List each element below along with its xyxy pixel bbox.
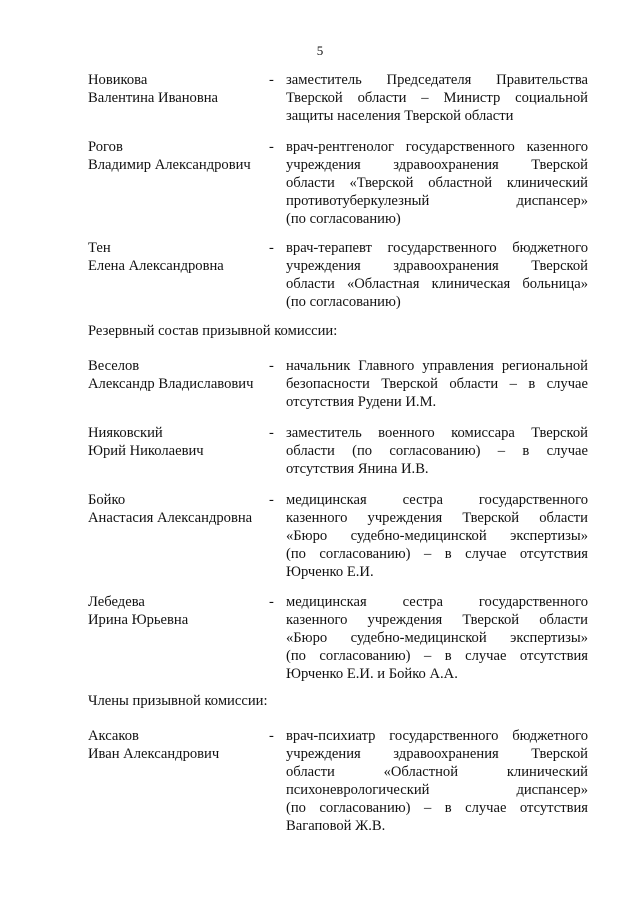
role-line: начальник Главного управления региональной (286, 358, 588, 374)
member-surname: Нияковский (88, 425, 163, 441)
role-line: казенного учреждения Тверской области (286, 612, 588, 628)
separator-dash: - (269, 139, 274, 155)
member-role (286, 71, 588, 125)
role-line: врач-психиатр государственного бюджетного (286, 728, 588, 744)
role-line: заместитель Председателя Правительства (286, 72, 588, 88)
members-section-heading: Члены призывной комиссии: (88, 693, 268, 709)
separator-dash: - (269, 425, 274, 441)
member-surname: Тен (88, 240, 111, 256)
role-line: учреждения здравоохранения Тверской (286, 258, 588, 274)
member-role (286, 424, 588, 478)
role-line: психоневрологический диспансер» (286, 782, 588, 798)
member-surname: Лебедева (88, 594, 145, 610)
role-line: «Бюро судебно-медицинской экспертизы» (286, 528, 588, 544)
member-surname: Веселов (88, 358, 140, 374)
role-line: (по согласованию) – в случае отсутствия (286, 648, 588, 664)
role-line: области «Областная клиническая больница» (286, 276, 588, 292)
role-line: отсутствия Янина И.В. (286, 461, 429, 477)
member-name (88, 71, 263, 107)
role-line: противотуберкулезный диспансер» (286, 193, 588, 209)
member-role (286, 727, 588, 835)
member-name (88, 593, 263, 629)
member-surname: Бойко (88, 492, 126, 508)
member-given-names: Ирина Юрьевна (88, 612, 189, 628)
role-line: области (по согласованию) – в случае (286, 443, 588, 459)
role-line: Тверской области – Министр социальной (286, 90, 588, 106)
separator-dash: - (269, 728, 274, 744)
separator-dash: - (269, 492, 274, 508)
role-line: заместитель военного комиссара Тверской (286, 425, 588, 441)
member-role (286, 593, 588, 683)
role-line: учреждения здравоохранения Тверской (286, 157, 588, 173)
role-line: отсутствия Рудени И.М. (286, 394, 437, 410)
role-line: (по согласованию) – в случае отсутствия (286, 546, 588, 562)
member-role (286, 239, 588, 311)
separator-dash: - (269, 594, 274, 610)
role-line: медицинская сестра государственного (286, 492, 588, 508)
member-name (88, 357, 263, 393)
member-surname: Аксаков (88, 728, 139, 744)
member-given-names: Елена Александровна (88, 258, 224, 274)
member-given-names: Валентина Ивановна (88, 90, 219, 106)
role-line: (по согласованию) (286, 211, 401, 227)
member-role (286, 138, 588, 228)
role-line: области «Тверской областной клинический (286, 175, 588, 191)
member-given-names: Иван Александрович (88, 746, 220, 762)
member-surname: Новикова (88, 72, 148, 88)
role-line: учреждения здравоохранения Тверской (286, 746, 588, 762)
role-line: (по согласованию) – в случае отсутствия (286, 800, 588, 816)
role-line: медицинская сестра государственного (286, 594, 588, 610)
member-name (88, 138, 263, 174)
member-role (286, 357, 588, 411)
role-line: Юрченко Е.И. (286, 564, 374, 580)
role-line: Вагаповой Ж.В. (286, 818, 386, 834)
role-line: врач-терапевт государственного бюджетного (286, 240, 588, 256)
page-number: 5 (316, 43, 324, 58)
member-surname: Рогов (88, 139, 123, 155)
reserve-section-heading: Резервный состав призывной комиссии: (88, 323, 338, 339)
member-given-names: Анастасия Александровна (88, 510, 253, 526)
separator-dash: - (269, 240, 274, 256)
member-name (88, 239, 263, 275)
member-name (88, 727, 263, 763)
member-name (88, 424, 263, 460)
role-line: «Бюро судебно-медицинской экспертизы» (286, 630, 588, 646)
role-line: (по согласованию) (286, 294, 401, 310)
separator-dash: - (269, 358, 274, 374)
member-given-names: Владимир Александрович (88, 157, 251, 173)
role-line: безопасности Тверской области – в случае (286, 376, 588, 392)
role-line: области «Областной клинический (286, 764, 588, 780)
member-given-names: Юрий Николаевич (88, 443, 204, 459)
member-given-names: Александр Владиславович (88, 376, 254, 392)
role-line: Юрченко Е.И. и Бойко А.А. (286, 666, 458, 682)
role-line: казенного учреждения Тверской области (286, 510, 588, 526)
separator-dash: - (269, 72, 274, 88)
role-line: защиты населения Тверской области (286, 108, 514, 124)
member-role (286, 491, 588, 581)
member-name (88, 491, 263, 527)
role-line: врач-рентгенолог государственного казенного (286, 139, 588, 155)
